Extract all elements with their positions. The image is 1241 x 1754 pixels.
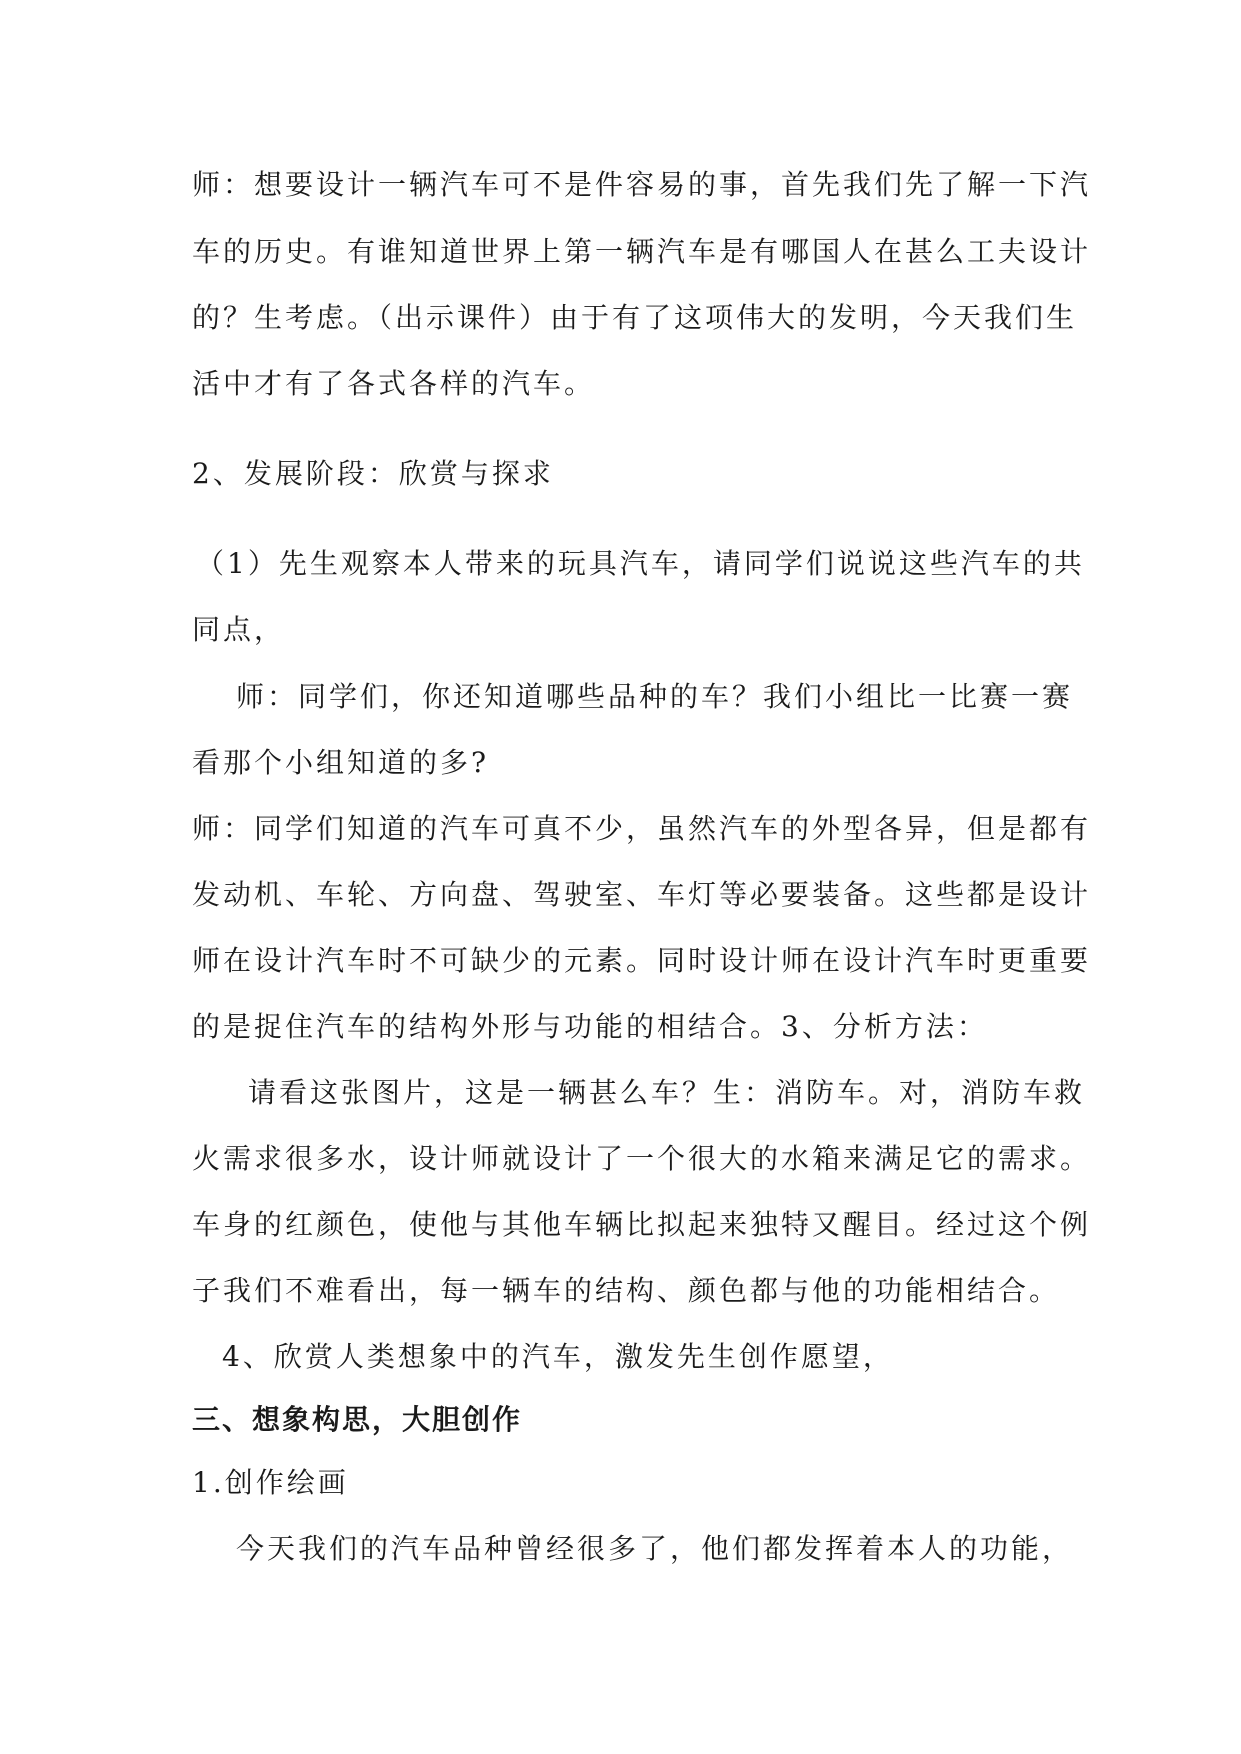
paragraph-line: 师：同学们知道的汽车可真不少，虽然汽车的外型各异，但是都有 <box>192 812 1092 845</box>
paragraph-line: 今天我们的汽车品种曾经很多了，他们都发挥着本人的功能， <box>236 1532 1074 1565</box>
paragraph-line: 活中才有了各式各样的汽车。 <box>192 367 596 400</box>
paragraph-line: 发动机、车轮、方向盘、驾驶室、车灯等必要装备。这些都是设计 <box>192 878 1092 911</box>
paragraph-line: 师：想要设计一辆汽车可不是件容易的事，首先我们先了解一下汽 <box>192 168 1092 201</box>
section-heading: 三、想象构思，大胆创作 <box>192 1403 523 1436</box>
paragraph-line: 的？生考虑。（出示课件）由于有了这项伟大的发明，今天我们生 <box>192 301 1078 334</box>
paragraph-line: 同点， <box>192 613 286 646</box>
paragraph-line: 车的历史。有谁知道世界上第一辆汽车是有哪国人在甚么工夫设计 <box>192 235 1092 268</box>
paragraph-line: 师在设计汽车时不可缺少的元素。同时设计师在设计汽车时更重要 <box>192 944 1092 977</box>
paragraph-line: 车身的红颜色，使他与其他车辆比拟起来独特又醒目。经过这个例 <box>192 1208 1092 1241</box>
paragraph-line: 子我们不难看出，每一辆车的结构、颜色都与他的功能相结合。 <box>192 1274 1061 1307</box>
paragraph-line: 火需求很多水，设计师就设计了一个很大的水箱来满足它的需求。 <box>192 1142 1092 1175</box>
paragraph-line: （1）先生观察本人带来的玩具汽车，请同学们说说这些汽车的共 <box>196 547 1085 580</box>
paragraph-line: 师：同学们，你还知道哪些品种的车？我们小组比一比赛一赛 <box>236 680 1074 713</box>
section-subheading: 2、发展阶段：欣赏与探求 <box>192 457 554 490</box>
paragraph-line: 4、欣赏人类想象中的汽车，激发先生创作愿望， <box>222 1340 894 1373</box>
section-subheading: 1.创作绘画 <box>192 1466 349 1499</box>
paragraph-line: 请看这张图片，这是一辆甚么车？生：消防车。对，消防车救 <box>248 1076 1086 1109</box>
paragraph-line: 的是捉住汽车的结构外形与功能的相结合。3、分析方法： <box>192 1010 988 1043</box>
paragraph-line: 看那个小组知道的多? <box>192 746 490 779</box>
